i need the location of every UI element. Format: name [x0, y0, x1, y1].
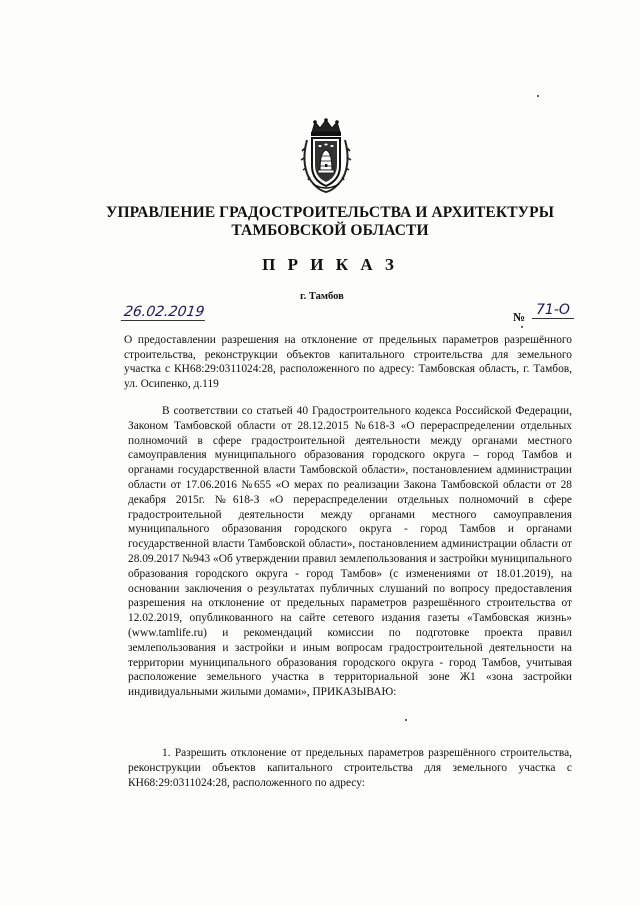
order-number-label: № — [513, 310, 526, 324]
issue-city: г. Тамбов — [300, 291, 344, 302]
handwritten-order-number: 71-О — [532, 302, 574, 319]
order-preamble: В соответствии со статьей 40 Градостроительного кодекса Российской Федерации, Законом Тамбовской области от 28.12.2015 №618-З «О перераспределении отдельных полномочий в сфере градостроительной деятельности между органами местного самоуправления муниципального образования городского округа – город Тамбов и органами государственной власти Тамбовской области», постановлением администрации области от 17.06.2016 №655 «О мерах по реализации Закона Тамбовской области от 28 декабря 2015г. №618-З «О перераспределении отдельных полномочий в сфере градостроительной деятельности между органами местного самоуправления муниципального образования городского округа - город Тамбов и органами государственной власти Тамбовской области», постановлением администрации области от 28.09.2017 №943 «Об утверждении правил землепользования и застройки муниципального образования городского округа - город Тамбов» (с изменениями от 18.01.2019), на основании заключения о результатах публичных слушаний по вопросу предоставления разрешения на отклонение от предельных параметров разрешённого строительства от 12.02.2019, опубликованного на сайте сетевого издания газеты «Тамбовская жизнь» (www.tamlife.ru) и рекомендаций комиссии по подготовке проекта правил землепользования и застройки и иным вопросам градостроительной деятельности на территории муниципального образования городского округа - город Тамбов, учитывая расположение земельного участка в территориальной зоне Ж1 «зона застройки индивидуальными жилыми домами», ПРИКАЗЫВАЮ: — [128, 405, 572, 699]
organization-name-line1: УПРАВЛЕНИЕ ГРАДОСТРОИТЕЛЬСТВА И АРХИТЕКТУРЫ — [105, 204, 555, 221]
scan-speck — [537, 95, 539, 97]
document-type-title: П Р И К А З — [262, 255, 398, 274]
tambov-coat-of-arms-icon — [299, 118, 353, 194]
order-item-1: 1. Разрешить отклонение от предельных параметров разрешённого строительства, реконструкции объектов капитального строительства для земельного участка с КН68:29:0311024:28, расположенного по адресу: — [128, 747, 572, 789]
organization-name-line2: ТАМБОВСКОЙ ОБЛАСТИ — [231, 222, 429, 239]
scan-speck — [521, 326, 523, 328]
order-subject: О предоставлении разрешения на отклонение от предельных параметров разрешённого строительства, реконструкции объектов капитального строительства для земельного участка с КН68:29:0311024:28, расположенного по адресу: Тамбовская область, г. Тамбов, ул. Осипенко, д.119 — [124, 334, 572, 390]
scan-speck — [405, 719, 407, 721]
handwritten-date: 26.02.2019 — [121, 304, 208, 321]
